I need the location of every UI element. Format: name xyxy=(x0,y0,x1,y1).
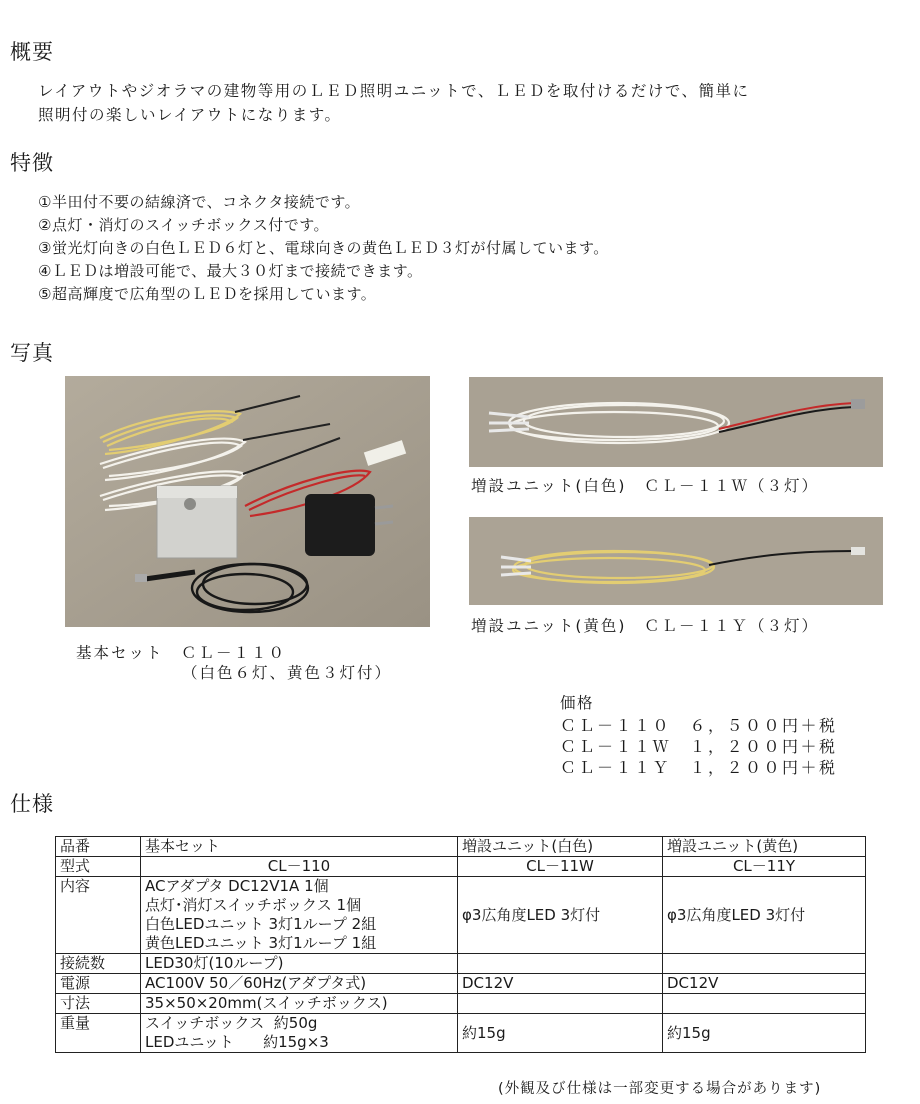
contents-line: ACアダプタ DC12V1A 1個 xyxy=(145,877,329,895)
price-heading: 価格 xyxy=(560,694,595,712)
table-row xyxy=(56,994,866,1014)
price-block xyxy=(560,692,838,778)
table-cell: DC12V xyxy=(663,974,866,994)
feature-item: ①半田付不要の結線済で、コネクタ接続です。 xyxy=(38,193,361,211)
spec-heading: 仕様 xyxy=(10,792,54,816)
table-cell xyxy=(458,994,663,1014)
weight-line: LEDユニット 約15g×3 xyxy=(145,1033,329,1051)
photos-heading: 写真 xyxy=(10,341,54,365)
table-cell: 寸法 xyxy=(56,994,141,1014)
overview-heading: 概要 xyxy=(10,40,54,64)
table-row xyxy=(56,877,866,954)
table-cell: CL－11Y xyxy=(663,857,866,877)
table-cell: 重量 xyxy=(56,1014,141,1053)
table-cell: LED30灯(10ループ) xyxy=(141,954,458,974)
white-unit-caption: 増設ユニット(白色) ＣＬ－１１Ｗ（３灯） xyxy=(471,477,819,495)
feature-item: ③蛍光灯向きの白色ＬＥＤ６灯と、電球向きの黄色ＬＥＤ３灯が付属しています。 xyxy=(38,239,609,257)
table-cell xyxy=(141,1014,458,1053)
table-row xyxy=(56,1014,866,1053)
yellow-unit-caption: 増設ユニット(黄色) ＣＬ－１１Ｙ（３灯） xyxy=(471,617,819,635)
table-cell: CL－11W xyxy=(458,857,663,877)
contents-line: 点灯･消灯スイッチボックス 1個 xyxy=(145,896,362,914)
table-cell: 35×50×20mm(スイッチボックス) xyxy=(141,994,458,1014)
contents-line: 白色LEDユニット 3灯1ループ 2組 xyxy=(145,915,377,933)
table-cell: 増設ユニット(白色) xyxy=(458,837,663,857)
table-row xyxy=(56,954,866,974)
basic-set-caption: 基本セット ＣＬ－１１０ xyxy=(76,644,287,662)
table-cell: 増設ユニット(黄色) xyxy=(663,837,866,857)
table-cell: DC12V xyxy=(458,974,663,994)
price-row: ＣＬ－１１Ｗ １，２００円＋税 xyxy=(560,737,838,756)
table-cell: AC100V 50／60Hz(アダプタ式) xyxy=(141,974,458,994)
basic-set-caption-sub: （白色６灯、黄色３灯付） xyxy=(182,664,393,682)
table-cell xyxy=(663,994,866,1014)
overview-line-2: 照明付の楽しいレイアウトになります。 xyxy=(38,106,342,124)
basic-set-photo xyxy=(65,376,430,627)
table-cell: 電源 xyxy=(56,974,141,994)
table-cell: 内容 xyxy=(56,877,141,954)
table-cell: 基本セット xyxy=(141,837,458,857)
overview-line-1: レイアウトやジオラマの建物等用のＬＥＤ照明ユニットで、ＬＥＤを取付けるだけで、簡単に xyxy=(38,82,750,100)
table-row xyxy=(56,837,866,857)
table-cell: CL－110 xyxy=(141,857,458,877)
table-cell: 約15g xyxy=(663,1014,866,1053)
table-row xyxy=(56,974,866,994)
weight-line: スイッチボックス 約50g xyxy=(145,1014,318,1032)
table-cell: 型式 xyxy=(56,857,141,877)
price-row: ＣＬ－１１Ｙ １，２００円＋税 xyxy=(560,758,838,777)
spec-note: (外観及び仕様は一部変更する場合があります) xyxy=(498,1081,822,1097)
contents-line: 黄色LEDユニット 3灯1ループ 1組 xyxy=(145,934,377,952)
white-unit-photo xyxy=(469,377,883,467)
features-list xyxy=(38,191,609,306)
feature-item: ④ＬＥＤは増設可能で、最大３０灯まで接続できます。 xyxy=(38,262,423,280)
table-cell: φ3広角度LED 3灯付 xyxy=(458,877,663,954)
table-cell: φ3広角度LED 3灯付 xyxy=(663,877,866,954)
table-row xyxy=(56,857,866,877)
price-row: ＣＬ－１１０ ６，５００円＋税 xyxy=(560,716,838,735)
yellow-unit-photo xyxy=(469,517,883,605)
table-cell: 品番 xyxy=(56,837,141,857)
spec-table xyxy=(55,836,866,1053)
table-cell xyxy=(663,954,866,974)
feature-item: ②点灯・消灯のスイッチボックス付です。 xyxy=(38,216,329,234)
table-cell xyxy=(141,877,458,954)
table-cell: 約15g xyxy=(458,1014,663,1053)
features-heading: 特徴 xyxy=(10,151,54,175)
feature-item: ⑤超高輝度で広角型のＬＥＤを採用しています。 xyxy=(38,285,377,303)
table-cell: 接続数 xyxy=(56,954,141,974)
table-cell xyxy=(458,954,663,974)
